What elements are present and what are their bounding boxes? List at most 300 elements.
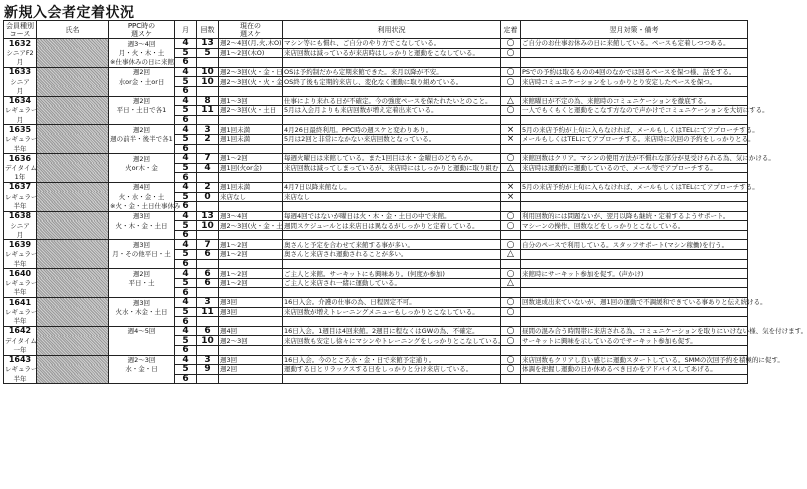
course-cell: 1642: [4, 326, 37, 336]
ppc-schedule-cell: [109, 115, 175, 125]
next-action-cell: [521, 202, 748, 212]
table-row: [4, 346, 748, 356]
header-count: 回数: [197, 21, 219, 39]
count-cell: 6: [197, 250, 219, 260]
next-action-cell: [521, 192, 748, 202]
count-cell: [197, 58, 219, 68]
settled-mark: ×: [501, 192, 521, 202]
current-schedule-cell: 週1〜2回: [219, 154, 283, 164]
settled-mark: ○: [501, 355, 521, 365]
usage-cell: 奥さんと予定を合わせて来館する事が多い。: [283, 240, 501, 250]
usage-cell: 仕事により来れる日が不確定。今の強度ペースを保たれたいとのこと。: [283, 96, 501, 106]
count-cell: [197, 288, 219, 298]
member-name-redacted: [37, 67, 109, 77]
course-cell: 一年: [4, 346, 37, 356]
count-cell: 6: [197, 326, 219, 336]
count-cell: 11: [197, 307, 219, 317]
current-schedule-cell: 週1〜2回: [219, 240, 283, 250]
next-action-cell: [521, 86, 748, 96]
header-month: 月: [175, 21, 197, 39]
settled-mark: ○: [501, 298, 521, 308]
settled-mark: ○: [501, 106, 521, 116]
count-cell: 6: [197, 269, 219, 279]
table-row: [4, 259, 748, 269]
settled-mark: ○: [501, 67, 521, 77]
current-schedule-cell: 週3〜4回: [219, 211, 283, 221]
table-row: [4, 106, 748, 116]
month-cell: 4: [175, 269, 197, 279]
settled-mark: △: [501, 278, 521, 288]
current-schedule-cell: 週4回: [219, 326, 283, 336]
ppc-schedule-cell: 週4回: [109, 182, 175, 192]
ppc-schedule-cell: 平日・土: [109, 278, 175, 288]
settled-mark: [501, 374, 521, 384]
header-ppc: PPC時の 週スケ: [109, 21, 175, 39]
member-table: [3, 20, 807, 385]
month-cell: 4: [175, 125, 197, 135]
month-cell: 4: [175, 39, 197, 49]
table-row: [4, 278, 748, 288]
member-name-redacted: [37, 259, 109, 269]
month-cell: 5: [175, 77, 197, 87]
ppc-schedule-cell: 月・火・木・土: [109, 48, 175, 58]
table-row: [4, 202, 748, 212]
count-cell: [197, 115, 219, 125]
month-cell: 4: [175, 298, 197, 308]
course-cell: 1634: [4, 96, 37, 106]
usage-cell: 来店なし: [283, 192, 501, 202]
count-cell: 4: [197, 163, 219, 173]
table-row: [4, 48, 748, 58]
next-action-cell: [521, 278, 748, 288]
next-action-cell: [521, 317, 748, 327]
course-cell: 1633: [4, 67, 37, 77]
month-cell: 6: [175, 259, 197, 269]
table-row: [4, 154, 748, 164]
settled-mark: [501, 86, 521, 96]
usage-cell: OS終了後も定期的来店し、変化なく運動に取り組めている。: [283, 77, 501, 87]
course-cell: デイタイム: [5, 164, 37, 173]
next-action-cell: 来店回数もクリアし良い感じに運動スタートしている。SMMの次回予約を積極的に促す。: [522, 355, 784, 364]
member-name-redacted: [37, 326, 109, 336]
usage-cell: [283, 173, 501, 183]
month-cell: 5: [175, 134, 197, 144]
next-action-cell: [521, 346, 748, 356]
member-name-redacted: [37, 346, 109, 356]
count-cell: 6: [197, 278, 219, 288]
count-cell: [197, 202, 219, 212]
next-action-cell: [521, 58, 748, 68]
usage-cell: [283, 346, 501, 356]
month-cell: 5: [175, 336, 197, 346]
course-cell: 1年: [4, 173, 37, 183]
ppc-schedule-cell: 週2回: [109, 154, 175, 164]
current-schedule-cell: 週1〜2回: [219, 250, 283, 260]
table-row: [4, 125, 748, 135]
count-cell: 0: [197, 192, 219, 202]
count-cell: [197, 259, 219, 269]
current-schedule-cell: [219, 173, 283, 183]
course-cell: 半年: [4, 288, 37, 298]
count-cell: [197, 173, 219, 183]
member-name-redacted: [37, 202, 109, 212]
next-action-cell: サーキットに興味を示しているのでサーキット参加も促す。: [521, 336, 748, 346]
month-cell: 4: [175, 96, 197, 106]
current-schedule-cell: [219, 86, 283, 96]
month-cell: 6: [175, 58, 197, 68]
ppc-schedule-cell: [109, 173, 175, 183]
usage-cell: 毎週火曜日は来館している。また1回目は水・金曜日のどちらか。: [283, 154, 501, 164]
month-cell: 6: [175, 144, 197, 154]
member-name-redacted: [37, 192, 109, 202]
current-schedule-cell: 週1回未満: [219, 182, 283, 192]
ppc-schedule-cell: [109, 346, 175, 356]
next-action-cell: 来店時は運動的に運動しているので、メール等でアプローチする。: [521, 163, 748, 173]
table-row: [4, 374, 748, 384]
usage-cell: [283, 374, 501, 384]
table-row: [4, 365, 748, 375]
usage-cell: [283, 202, 501, 212]
settled-mark: [501, 317, 521, 327]
table-row: [4, 269, 748, 279]
ppc-schedule-cell: 週2〜3回: [109, 355, 175, 365]
current-schedule-cell: 週1〜2回: [219, 269, 283, 279]
usage-cell: 16日入会。今のところ水・金・日で来館予定通り。: [283, 355, 501, 365]
ppc-schedule-cell: 週3〜4回: [109, 39, 175, 49]
course-cell: 半年: [4, 374, 37, 384]
ppc-schedule-cell: 週3回: [109, 240, 175, 250]
course-cell: デイタイム: [5, 336, 37, 345]
ppc-schedule-cell: [109, 86, 175, 96]
ppc-schedule-cell: 週4〜5回: [109, 326, 175, 336]
header-current: 現在の 週スケ: [219, 21, 283, 39]
ppc-schedule-cell: 週2回: [109, 269, 175, 279]
current-schedule-cell: 週2〜3回(火・火・金: [220, 77, 283, 86]
table-row: [4, 39, 748, 49]
next-action-cell: 来館時にサーキット参加を促す。(声かけ): [521, 269, 748, 279]
course-cell: レギュラー: [5, 106, 38, 115]
next-action-cell: 来店時コミュニケーションをしっかりとり安定したペースを保つ。: [521, 77, 748, 87]
month-cell: 4: [175, 326, 197, 336]
current-schedule-cell: 週2〜3回(火・金・土: [220, 221, 283, 230]
count-cell: 7: [197, 240, 219, 250]
next-action-cell: [521, 115, 748, 125]
current-schedule-cell: 週2〜3回: [219, 336, 283, 346]
table-row: [4, 240, 748, 250]
count-cell: 10: [197, 221, 219, 231]
page-title: 新規入会者定着状況: [4, 5, 135, 21]
count-cell: 11: [197, 106, 219, 116]
member-name-redacted: [37, 269, 109, 279]
settled-mark: [501, 144, 521, 154]
count-cell: 10: [197, 67, 219, 77]
settled-mark: ○: [501, 211, 521, 221]
ppc-schedule-cell: 週2回: [109, 96, 175, 106]
next-action-cell: [521, 307, 748, 317]
usage-cell: 来店回数が増えトレーニングメニューもしっかりとこなしている。: [283, 307, 501, 317]
table-row: [4, 326, 748, 336]
course-cell: レギュラー: [5, 135, 38, 144]
usage-cell: 4月26日最終利用。PPC時の週スケと変わりあり。: [283, 125, 501, 135]
month-cell: 5: [175, 307, 197, 317]
month-cell: 5: [175, 163, 197, 173]
course-cell: シニア: [4, 77, 37, 87]
month-cell: 6: [175, 115, 197, 125]
usage-cell: [283, 317, 501, 327]
current-schedule-cell: 週2回: [219, 365, 283, 375]
current-schedule-cell: 週1回未満: [219, 134, 283, 144]
ppc-schedule-cell: [109, 336, 175, 346]
usage-cell: [283, 288, 501, 298]
current-schedule-cell: [219, 115, 283, 125]
table-row: [4, 355, 748, 365]
settled-mark: [501, 230, 521, 240]
next-action-cell: [521, 288, 748, 298]
settled-mark: [501, 288, 521, 298]
member-name-redacted: [37, 221, 109, 231]
settled-mark: ○: [501, 39, 521, 49]
current-schedule-cell: [219, 346, 283, 356]
next-action-cell: 一人でもくもくと運動をこなす方なので声かけでコミュニケーションを大切にする。: [522, 106, 769, 115]
settled-mark: ○: [501, 336, 521, 346]
current-schedule-cell: 週1〜2回: [219, 278, 283, 288]
count-cell: [197, 317, 219, 327]
settled-mark: [501, 259, 521, 269]
usage-cell: [283, 58, 501, 68]
ppc-schedule-cell: 水or金・土or日: [109, 77, 175, 87]
member-name-redacted: [37, 374, 109, 384]
usage-cell: 奥さんと来店され運動されることが多い。: [283, 250, 501, 260]
member-name-redacted: [37, 317, 109, 327]
course-cell: 1639: [4, 240, 37, 250]
table-row: [4, 211, 748, 221]
course-cell: レギュラー: [5, 192, 38, 201]
current-schedule-cell: 週3回: [219, 355, 283, 365]
next-action-cell: 昼間の混み合う時間帯に来店される為、コミュニケーションを取りにいけない様、気を付けます。: [522, 327, 807, 336]
ppc-schedule-cell: [109, 144, 175, 154]
settled-mark: [501, 173, 521, 183]
next-action-cell: 5月の来店予約が上旬に入らなければ、メールもしくはTELにてアプローチする。: [522, 183, 759, 192]
next-action-cell: [521, 259, 748, 269]
ppc-schedule-cell: 週3回: [109, 211, 175, 221]
usage-cell: 週間スケジュールとは来店日は異なるがしっかりと定着している。: [283, 221, 501, 231]
settled-mark: △: [501, 250, 521, 260]
member-name-redacted: [37, 77, 109, 87]
count-cell: [197, 86, 219, 96]
member-name-redacted: [37, 298, 109, 308]
ppc-schedule-cell: 週の前半・後半で各1: [110, 135, 173, 144]
month-cell: 6: [175, 202, 197, 212]
usage-cell: マシン等にも慣れ、ご自分のやり方でこなしている。: [283, 39, 501, 49]
next-action-cell: マシーンの操作、回数などをしっかりとこなしている。: [521, 221, 748, 231]
count-cell: 3: [197, 125, 219, 135]
usage-cell: ご主人と来店され一緒に運動している。: [283, 278, 501, 288]
month-cell: 5: [175, 192, 197, 202]
current-schedule-cell: 週2〜3回(火・土日: [219, 106, 283, 116]
table-row: [4, 182, 748, 192]
usage-cell: OSは予約制だから定期来館できた。来月以降が不安。: [283, 67, 501, 77]
month-cell: 4: [175, 154, 197, 164]
current-schedule-cell: 週1〜2回(木O): [219, 48, 283, 58]
usage-cell: 毎週4回ではないが曜日は火・木・金・土日の中で来館。: [283, 211, 501, 221]
course-cell: 1638: [4, 211, 37, 221]
next-action-cell: 利用回数的には問題ないが、翌月以降も継続・定着するようサポート。: [521, 211, 748, 221]
current-schedule-cell: 週3回: [219, 307, 283, 317]
next-action-cell: 来館回数はクリア。マシンの使用方法が不慣れな部分が見受けられる為、気にかける。: [522, 154, 775, 163]
month-cell: 6: [175, 86, 197, 96]
next-action-cell: 体調を把握し運動の日か休めるべき日かをアドバイスしてあげる。: [521, 365, 748, 375]
member-name-redacted: [37, 336, 109, 346]
table-row: [4, 144, 748, 154]
course-cell: シニアF2: [4, 48, 37, 58]
usage-cell: 運動する日とリラックスする日をしっかりと分け来店している。: [283, 365, 501, 375]
month-cell: 6: [175, 346, 197, 356]
next-action-cell: [521, 144, 748, 154]
ppc-schedule-cell: 火or木・金: [109, 163, 175, 173]
count-cell: 13: [197, 211, 219, 221]
next-action-cell: メールもしくはTELにてアプローチする。来店時に次回の予約をしっかりとる。: [522, 135, 755, 144]
member-name-redacted: [37, 173, 109, 183]
current-schedule-cell: [219, 144, 283, 154]
usage-cell: 来店回数は減っているが来店時はしっかりと運動をこなしている。: [283, 48, 501, 58]
settled-mark: [501, 202, 521, 212]
count-cell: 3: [197, 355, 219, 365]
current-schedule-cell: [219, 317, 283, 327]
course-cell: 月: [4, 230, 37, 240]
month-cell: 4: [175, 182, 197, 192]
next-action-cell: [521, 230, 748, 240]
count-cell: 5: [197, 48, 219, 58]
count-cell: 10: [197, 77, 219, 87]
member-name-redacted: [37, 365, 109, 375]
table-row: [4, 86, 748, 96]
member-name-redacted: [37, 288, 109, 298]
ppc-schedule-cell: [109, 374, 175, 384]
course-cell: レギュラー: [5, 365, 38, 374]
next-action-cell: [521, 250, 748, 260]
member-name-redacted: [37, 134, 109, 144]
course-cell: シニア: [4, 221, 37, 231]
next-action-cell: 自分のペースで利用している。スタッフサポート(マシン稼働)を行う。: [521, 240, 748, 250]
table-row: [4, 298, 748, 308]
next-action-cell: [521, 48, 748, 58]
table-row: [4, 58, 748, 68]
count-cell: 9: [197, 365, 219, 375]
count-cell: [197, 230, 219, 240]
member-name-redacted: [37, 58, 109, 68]
settled-mark: ×: [501, 134, 521, 144]
course-cell: 1641: [4, 298, 37, 308]
month-cell: 4: [175, 355, 197, 365]
current-schedule-cell: 来店なし: [219, 192, 283, 202]
month-cell: 6: [175, 230, 197, 240]
next-action-cell: 来館曜日が不定の為、来館時のコミュニケーションを徹底する。: [521, 96, 748, 106]
ppc-schedule-cell: [109, 230, 175, 240]
table-row: [4, 250, 748, 260]
usage-cell: 来店回数は減ってしまっているが、来店時にはしっかりと運動に取り組む: [284, 164, 499, 173]
member-name-redacted: [37, 182, 109, 192]
settled-mark: ×: [501, 125, 521, 135]
usage-cell: [283, 144, 501, 154]
table-row: [4, 230, 748, 240]
count-cell: 10: [197, 336, 219, 346]
header-next: 翌月対策・備考: [521, 21, 748, 39]
settled-mark: [501, 346, 521, 356]
settled-mark: [501, 58, 521, 68]
settled-mark: ○: [501, 326, 521, 336]
settled-mark: ○: [501, 77, 521, 87]
table-row: [4, 77, 748, 87]
ppc-schedule-cell: ※仕事休みの日に来館: [110, 58, 174, 67]
ppc-schedule-cell: 火・水・金・土: [109, 192, 175, 202]
member-name-redacted: [37, 230, 109, 240]
month-cell: 5: [175, 106, 197, 116]
usage-cell: 5月は2回と非常になかない来店回数となっている。: [283, 134, 501, 144]
next-action-cell: 5月の来店予約が上旬に入らなければ、メールもしくはTELにてアプローチする。: [522, 125, 759, 134]
settled-mark: ○: [501, 307, 521, 317]
count-cell: 2: [197, 134, 219, 144]
ppc-schedule-cell: 火水・木金・土日: [109, 307, 175, 317]
course-cell: 月: [4, 86, 37, 96]
count-cell: 13: [197, 39, 219, 49]
count-cell: [197, 144, 219, 154]
member-name-redacted: [37, 39, 109, 49]
usage-cell: [283, 86, 501, 96]
current-schedule-cell: 週3回: [219, 298, 283, 308]
count-cell: [197, 374, 219, 384]
ppc-schedule-cell: ※火・金・土日仕事休み: [110, 202, 181, 211]
course-cell: 半年: [4, 317, 37, 327]
month-cell: 6: [175, 317, 197, 327]
course-cell: 1640: [4, 269, 37, 279]
member-name-redacted: [37, 106, 109, 116]
settled-mark: ○: [501, 365, 521, 375]
current-schedule-cell: [219, 202, 283, 212]
usage-cell: [283, 259, 501, 269]
table-row: [4, 317, 748, 327]
course-cell: 1635: [4, 125, 37, 135]
next-action-cell: [521, 173, 748, 183]
course-cell: 月: [4, 58, 37, 68]
count-cell: 7: [197, 154, 219, 164]
member-name-redacted: [37, 307, 109, 317]
ppc-schedule-cell: 火・木・金・土日: [109, 221, 175, 231]
month-cell: 5: [175, 365, 197, 375]
ppc-schedule-cell: [109, 317, 175, 327]
course-cell: 1637: [4, 182, 37, 192]
table-row: [4, 96, 748, 106]
table-row: [4, 163, 748, 173]
month-cell: 5: [175, 221, 197, 231]
current-schedule-cell: 週1〜3回: [219, 96, 283, 106]
header-row: [4, 21, 748, 39]
settled-mark: △: [501, 96, 521, 106]
course-cell: 月: [4, 115, 37, 125]
ppc-schedule-cell: [109, 259, 175, 269]
settled-mark: ○: [501, 48, 521, 58]
member-name-redacted: [37, 96, 109, 106]
table-row: [4, 288, 748, 298]
count-cell: 2: [197, 182, 219, 192]
count-cell: [197, 346, 219, 356]
member-name-redacted: [37, 240, 109, 250]
ppc-schedule-cell: 水・金・日: [109, 365, 175, 375]
usage-cell: 16日入会。介護の仕事の為、日程固定不可。: [283, 298, 501, 308]
table-row: [4, 221, 748, 231]
member-name-redacted: [37, 115, 109, 125]
next-action-cell: [521, 374, 748, 384]
member-name-redacted: [37, 48, 109, 58]
